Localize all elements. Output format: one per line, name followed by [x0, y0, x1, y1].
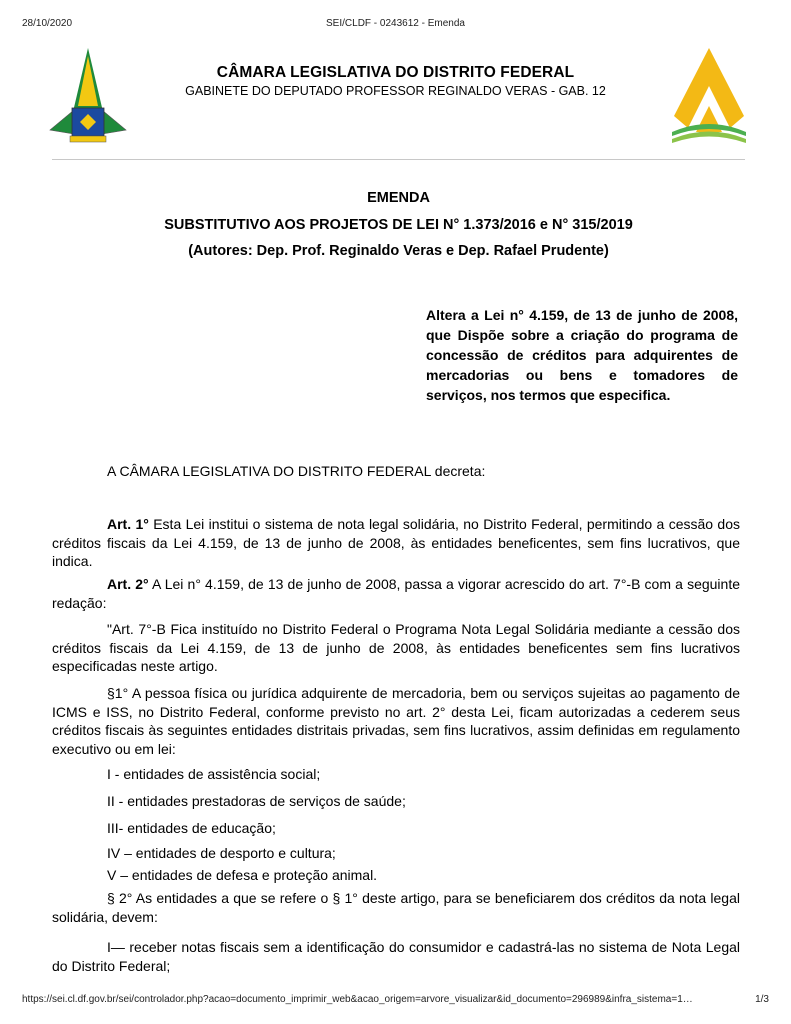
- paragraph-2-text: § 2° As entidades a que se refere o § 1° deste artigo, para se beneficiarem dos créditos da nota legal solidária, devem:: [52, 890, 740, 925]
- article-1: [52, 515, 740, 571]
- article-1-text: Esta Lei institui o sistema de nota legal solidária, no Distrito Federal, permitindo a cessão dos créditos fiscais da Lei 4.159, de 13 de junho de 2008, às entidades beneficentes, sem fins lucrativos, que indica.: [52, 516, 740, 569]
- decreta-paragraph: [52, 462, 740, 481]
- header-divider: [52, 159, 745, 160]
- decreta-text: A CÂMARA LEGISLATIVA DO DISTRITO FEDERAL decreta:: [107, 463, 486, 479]
- document-subtitle: SUBSTITUTIVO AOS PROJETOS DE LEI N° 1.373/2016 e N° 315/2019: [164, 217, 633, 233]
- brasilia-coat-of-arms-icon: [48, 46, 128, 146]
- organization-name: CÂMARA LEGISLATIVA DO DISTRITO FEDERAL: [216, 64, 575, 81]
- ementa: Altera a Lei n° 4.159, de 13 de junho de 2008, que Dispõe sobre a criação do programa de concessão de créditos para adquirentes de mercadorias ou bens e tomadores de serviços, nos termos que especifica.: [426, 307, 738, 403]
- document-heading: EMENDA: [367, 190, 430, 206]
- cldf-logo-icon: [670, 46, 748, 146]
- list-item: III- entidades de educação;: [107, 820, 276, 836]
- letterhead: [150, 64, 641, 98]
- document-authors: (Autores: Dep. Prof. Reginaldo Veras e Dep. Rafael Prudente): [188, 243, 609, 259]
- quoted-article: [52, 620, 740, 676]
- quoted-article-text: "Art. 7°-B Fica instituído no Distrito Federal o Programa Nota Legal Solidária mediante a cessão dos créditos fiscais da Lei 4.159, de 13 de junho de 2008, às entidades beneficentes sem fins lucrativos especificadas neste artigo.: [52, 621, 740, 674]
- paragraph-1-text: §1° A pessoa física ou jurídica adquirente de mercadoria, bem ou serviços sujeitas ao pagamento de ICMS e ISS, no Distrito Federal, conforme previsto no art. 2° desta Lei, ficam autorizadas a cederem seus créditos fiscais às seguintes entidades distritais privadas, sem fins lucrativos, assim definidas em regulamento executivo ou em lei:: [52, 685, 740, 757]
- paragraph-1: [52, 684, 740, 758]
- paragraph-2-item-1: [52, 938, 740, 975]
- article-2-text: A Lei n° 4.159, de 13 de junho de 2008, passa a vigorar acrescido do art. 7°-B com a seguinte redação:: [52, 576, 740, 611]
- list-item: IV – entidades de desporto e cultura;: [107, 845, 336, 861]
- print-title: SEI/CLDF - 0243612 - Emenda: [326, 18, 465, 29]
- print-date: 28/10/2020: [22, 18, 73, 29]
- list-item: V – entidades de defesa e proteção animal.: [107, 867, 378, 883]
- paragraph-2: [52, 889, 740, 926]
- list-item: II - entidades prestadoras de serviços de saúde;: [107, 793, 406, 809]
- article-1-label: Art. 1°: [107, 516, 149, 532]
- office-name: GABINETE DO DEPUTADO PROFESSOR REGINALDO VERAS - GAB. 12: [185, 84, 606, 98]
- article-2: [52, 575, 740, 612]
- article-2-label: Art. 2°: [107, 576, 149, 592]
- list-item: I - entidades de assistência social;: [107, 766, 321, 782]
- page-number: 1/3: [755, 994, 769, 1005]
- document-url: https://sei.cl.df.gov.br/sei/controlador.php?acao=documento_imprimir_web&acao_origem=arvore_visualizar&id_documento=296989&infra_sistema=1…: [22, 994, 693, 1005]
- paragraph-2-item-1-text: I— receber notas fiscais sem a identificação do consumidor e cadastrá-las no sistema de Nota Legal do Distrito Federal;: [52, 939, 740, 974]
